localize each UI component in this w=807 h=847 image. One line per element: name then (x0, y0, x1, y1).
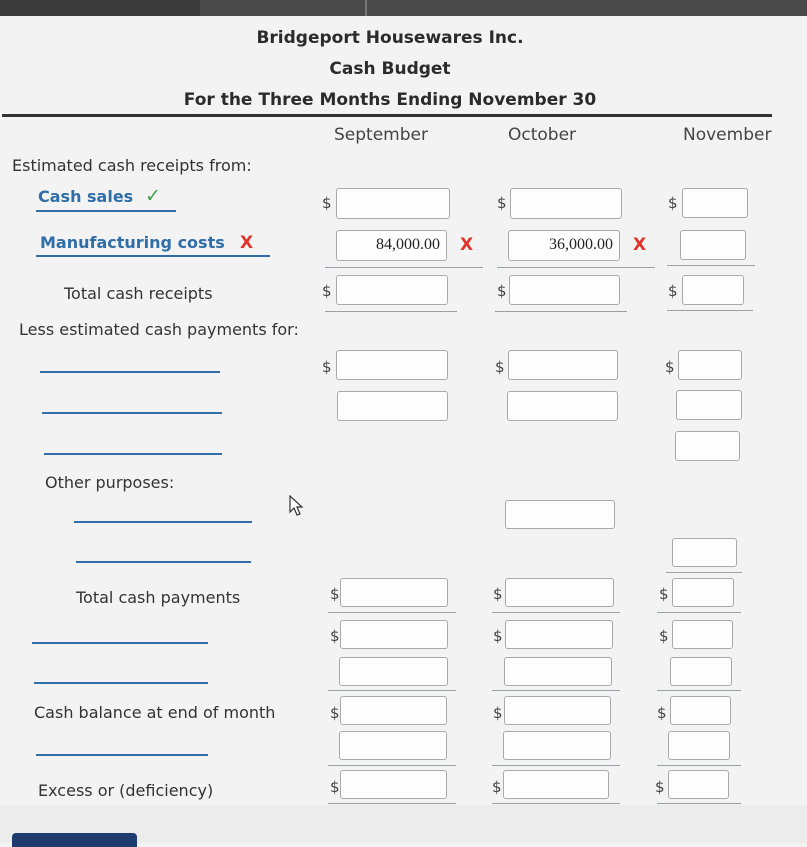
dollar-sign: $ (665, 358, 675, 376)
dollar-sign: $ (493, 585, 503, 603)
dollar-sign: $ (493, 627, 503, 645)
cash-sales-october-input[interactable] (510, 188, 622, 219)
total-rule (325, 311, 457, 312)
subtotal-rule (657, 765, 741, 766)
payment-2-september-input[interactable] (337, 391, 448, 421)
company-name: Bridgeport Housewares Inc. (256, 28, 524, 48)
subtotal-rule (666, 572, 742, 573)
total-receipts-label: Total cash receipts (64, 284, 213, 303)
line-2-october-input[interactable] (504, 657, 612, 686)
column-september: September (334, 125, 428, 145)
statement-period: For the Three Months Ending November 30 (183, 90, 597, 110)
dollar-sign: $ (322, 358, 332, 376)
total-rule (328, 803, 456, 804)
line-1-september-input[interactable] (340, 620, 448, 649)
cash-sales-september-input[interactable] (336, 188, 450, 219)
line-1-october-input[interactable] (505, 620, 613, 649)
payments-heading: Less estimated cash payments for: (19, 320, 299, 339)
subtotal-rule (328, 690, 456, 691)
excess-september-input[interactable] (340, 770, 447, 799)
cash-balance-september-input[interactable] (340, 696, 447, 725)
line-2-september-input[interactable] (339, 657, 448, 686)
dollar-sign: $ (330, 778, 340, 796)
dollar-sign: $ (330, 585, 340, 603)
payment-1-october-input[interactable] (508, 350, 618, 380)
line-2-november-input[interactable] (670, 657, 732, 686)
line-3-november-input[interactable] (668, 731, 730, 760)
total-rule (657, 612, 741, 613)
total-payments-label: Total cash payments (76, 588, 241, 607)
dollar-sign: $ (497, 194, 507, 212)
subtotal-rule (492, 690, 620, 691)
subtotal-rule (325, 267, 483, 268)
total-payments-november-input[interactable] (672, 578, 734, 607)
dollar-sign: $ (659, 585, 669, 603)
mfg-november-input[interactable] (680, 230, 746, 260)
total-payments-september-input[interactable] (340, 578, 448, 607)
total-rule (492, 612, 620, 613)
subtotal-rule (328, 765, 456, 766)
total-payments-october-input[interactable] (505, 578, 614, 607)
other-purpose-description-field[interactable] (76, 561, 251, 563)
payment-3-november-input[interactable] (675, 431, 740, 461)
incorrect-x-icon: X (633, 235, 647, 255)
mfg-september-input[interactable]: 84,000.00 (336, 230, 447, 261)
total-rule (657, 803, 741, 804)
total-receipts-september-input[interactable] (336, 275, 448, 305)
header-rule (2, 114, 772, 117)
dollar-sign: $ (668, 194, 678, 212)
dollar-sign: $ (497, 282, 507, 300)
total-rule (667, 310, 753, 311)
cash-sales-label[interactable]: Cash sales (38, 187, 134, 206)
excess-october-input[interactable] (503, 770, 609, 799)
total-rule (495, 311, 627, 312)
window-top-bar (0, 0, 807, 16)
subtotal-rule (492, 765, 620, 766)
subtotal-rule (667, 265, 755, 266)
dollar-sign: $ (492, 778, 502, 796)
line-description-field[interactable] (32, 642, 208, 644)
top-bar-segment (0, 0, 200, 16)
dollar-sign: $ (668, 282, 678, 300)
payment-description-field[interactable] (42, 412, 222, 414)
dollar-sign: $ (322, 282, 332, 300)
other-purposes-label: Other purposes: (45, 473, 175, 492)
total-rule (492, 803, 620, 804)
cash-balance-october-input[interactable] (504, 696, 611, 725)
line-3-october-input[interactable] (503, 731, 611, 760)
payment-2-october-input[interactable] (507, 391, 618, 421)
cash-sales-underline (36, 210, 176, 212)
manufacturing-costs-label[interactable]: Manufacturing costs (40, 233, 225, 252)
payment-2-november-input[interactable] (676, 390, 742, 420)
payment-1-november-input[interactable] (678, 350, 742, 380)
subtotal-rule (657, 690, 741, 691)
dollar-sign: $ (330, 704, 340, 722)
submit-button[interactable] (12, 833, 137, 847)
total-rule (328, 612, 456, 613)
excess-november-input[interactable] (668, 770, 729, 799)
top-bar-divider (365, 0, 367, 16)
receipts-heading: Estimated cash receipts from: (12, 156, 252, 175)
mouse-cursor-icon (288, 495, 304, 517)
statement-title: Cash Budget (329, 59, 451, 79)
incorrect-x-icon: X (240, 233, 254, 253)
correct-check-icon: ✓ (145, 185, 161, 207)
mfg-october-input[interactable]: 36,000.00 (508, 230, 620, 261)
subtotal-rule (497, 267, 655, 268)
cash-balance-label: Cash balance at end of month (34, 703, 276, 722)
column-november: November (683, 125, 772, 145)
line-1-november-input[interactable] (672, 620, 733, 649)
payment-description-field[interactable] (40, 371, 220, 373)
other-purpose-description-field[interactable] (74, 521, 252, 523)
other-purpose-2-november-input[interactable] (672, 538, 737, 567)
dollar-sign: $ (657, 704, 667, 722)
line-3-september-input[interactable] (339, 731, 447, 760)
payment-description-field[interactable] (44, 453, 222, 455)
manufacturing-costs-underline (36, 255, 270, 257)
other-purpose-1-october-input[interactable] (505, 500, 615, 529)
dollar-sign: $ (659, 627, 669, 645)
total-receipts-november-input[interactable] (682, 275, 744, 305)
cash-balance-november-input[interactable] (670, 696, 731, 725)
dollar-sign: $ (330, 627, 340, 645)
incorrect-x-icon: X (460, 235, 474, 255)
dollar-sign: $ (495, 358, 505, 376)
total-receipts-october-input[interactable] (509, 275, 620, 305)
column-october: October (508, 125, 577, 145)
dollar-sign: $ (655, 778, 665, 796)
line-description-field[interactable] (34, 682, 208, 684)
payment-1-september-input[interactable] (336, 350, 448, 380)
dollar-sign: $ (322, 194, 332, 212)
line-description-field[interactable] (36, 754, 208, 756)
dollar-sign: $ (493, 704, 503, 722)
excess-deficiency-label: Excess or (deficiency) (38, 781, 214, 800)
cash-sales-november-input[interactable] (682, 188, 748, 218)
